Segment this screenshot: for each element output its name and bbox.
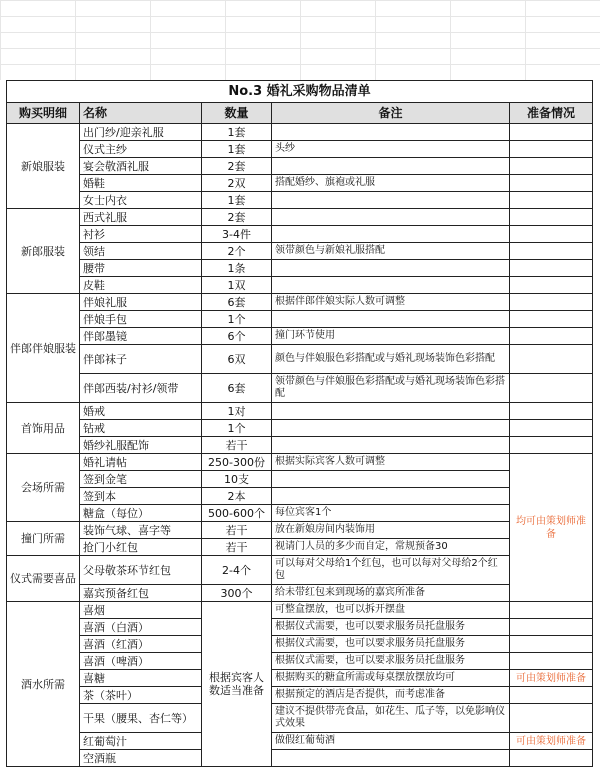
item-qty: 2双 (202, 175, 272, 192)
table-row (7, 374, 593, 403)
item-name: 嘉宾预备红包 (80, 585, 202, 602)
item-qty: 2本 (202, 488, 272, 505)
wedding-purchase-table (6, 80, 593, 767)
item-qty: 10支 (202, 471, 272, 488)
item-note: 根据实际宾客人数可调整 (272, 454, 510, 471)
category-bride: 新娘服装 (7, 124, 80, 209)
table-row (7, 539, 593, 556)
item-name: 婚鞋 (80, 175, 202, 192)
table-row (7, 602, 593, 619)
item-note (272, 403, 510, 420)
status-planner-sweets: 可由策划师准备 (510, 670, 593, 687)
item-qty: 若干 (202, 437, 272, 454)
item-qty: 若干 (202, 522, 272, 539)
item-qty: 1对 (202, 403, 272, 420)
item-name: 宴会敬酒礼服 (80, 158, 202, 175)
item-status (510, 328, 593, 345)
item-note: 可以每对父母给1个红包，也可以每对父母给2个红包 (272, 556, 510, 585)
item-note (272, 420, 510, 437)
item-note: 领带颜色与伴娘服色彩搭配或与婚礼现场装饰色彩搭配 (272, 374, 510, 403)
category-drinks: 酒水所需 (7, 602, 80, 767)
status-planner-prepare: 均可由策划师准备 (510, 454, 593, 602)
item-status (510, 294, 593, 311)
item-note (272, 311, 510, 328)
item-qty: 若干 (202, 539, 272, 556)
item-name: 签到金笔 (80, 471, 202, 488)
item-name: 领结 (80, 243, 202, 260)
item-name: 腰带 (80, 260, 202, 277)
table-row (7, 294, 593, 311)
item-note (272, 277, 510, 294)
item-name: 伴娘手包 (80, 311, 202, 328)
item-status (510, 124, 593, 141)
table-row (7, 619, 593, 636)
item-qty: 2-4个 (202, 556, 272, 585)
item-status (510, 403, 593, 420)
item-note (272, 437, 510, 454)
table-row (7, 522, 593, 539)
item-qty: 500-600个 (202, 505, 272, 522)
table-title: No.3 婚礼采购物品清单 (7, 81, 593, 103)
item-name: 抢门小红包 (80, 539, 202, 556)
item-status (510, 158, 593, 175)
category-ceremony: 仪式需要喜品 (7, 556, 80, 602)
item-status (510, 619, 593, 636)
category-jewelry: 首饰用品 (7, 403, 80, 454)
item-status (510, 260, 593, 277)
item-note (272, 750, 510, 767)
item-qty: 6套 (202, 294, 272, 311)
table-row (7, 420, 593, 437)
table-row (7, 437, 593, 454)
item-status (510, 226, 593, 243)
item-name: 糖盒（每位） (80, 505, 202, 522)
table-row (7, 192, 593, 209)
item-name: 喜酒（白酒） (80, 619, 202, 636)
item-note: 放在新娘房间内装饰用 (272, 522, 510, 539)
spreadsheet-grid-background (0, 0, 600, 80)
item-note: 颜色与伴娘服色彩搭配或与婚礼现场装饰色彩搭配 (272, 345, 510, 374)
item-name: 伴郎西装/衬衫/领带 (80, 374, 202, 403)
table-row (7, 141, 593, 158)
item-note: 头纱 (272, 141, 510, 158)
item-status (510, 437, 593, 454)
item-qty: 1条 (202, 260, 272, 277)
item-name: 装饰气球、喜字等 (80, 522, 202, 539)
category-groom: 新郎服装 (7, 209, 80, 294)
item-note: 搭配婚纱、旗袍或礼服 (272, 175, 510, 192)
item-status (510, 141, 593, 158)
item-name: 皮鞋 (80, 277, 202, 294)
item-name: 婚纱礼服配饰 (80, 437, 202, 454)
item-name: 伴郎墨镜 (80, 328, 202, 345)
item-status (510, 420, 593, 437)
category-door: 撞门所需 (7, 522, 80, 556)
item-name: 茶（茶叶） (80, 687, 202, 704)
item-status (510, 704, 593, 733)
header-name: 名称 (80, 103, 202, 124)
item-qty: 6个 (202, 328, 272, 345)
table-row (7, 175, 593, 192)
item-name: 伴娘礼服 (80, 294, 202, 311)
item-qty: 2套 (202, 209, 272, 226)
table-row (7, 454, 593, 471)
item-status (510, 243, 593, 260)
item-note: 领带颜色与新娘礼服搭配 (272, 243, 510, 260)
item-note (272, 209, 510, 226)
table-row (7, 345, 593, 374)
item-qty: 1个 (202, 311, 272, 328)
item-qty: 1双 (202, 277, 272, 294)
item-name: 签到本 (80, 488, 202, 505)
item-name: 钻戒 (80, 420, 202, 437)
table-row (7, 260, 593, 277)
table-row (7, 670, 593, 687)
table-row (7, 328, 593, 345)
table-row (7, 704, 593, 733)
item-note: 给未带红包来到现场的嘉宾所准备 (272, 585, 510, 602)
item-status (510, 750, 593, 767)
item-status (510, 192, 593, 209)
item-note: 根据仪式需要，也可以要求服务员托盘服务 (272, 653, 510, 670)
item-name: 婚礼请帖 (80, 454, 202, 471)
item-status (510, 653, 593, 670)
item-note: 根据伴郎伴娘实际人数可调整 (272, 294, 510, 311)
item-status (510, 636, 593, 653)
item-note: 根据仪式需要，也可以要求服务员托盘服务 (272, 619, 510, 636)
drinks-quantity: 根据宾客人数适当准备 (202, 602, 272, 767)
item-name: 喜酒（啤酒） (80, 653, 202, 670)
item-note: 可整盒摆放，也可以拆开摆盘 (272, 602, 510, 619)
table-row (7, 636, 593, 653)
table-row (7, 243, 593, 260)
table-row (7, 158, 593, 175)
table-row (7, 505, 593, 522)
category-venue: 会场所需 (7, 454, 80, 522)
item-name: 婚戒 (80, 403, 202, 420)
item-note (272, 471, 510, 488)
table-row (7, 209, 593, 226)
item-note: 建议不提供带壳食品，如花生、瓜子等，以免影响仪式效果 (272, 704, 510, 733)
item-qty: 250-300份 (202, 454, 272, 471)
item-note (272, 192, 510, 209)
table-row (7, 556, 593, 585)
item-qty: 2个 (202, 243, 272, 260)
item-status (510, 687, 593, 704)
item-note (272, 488, 510, 505)
table-row (7, 226, 593, 243)
table-row (7, 750, 593, 767)
item-qty: 6双 (202, 345, 272, 374)
item-name: 喜酒（红酒） (80, 636, 202, 653)
table-row (7, 311, 593, 328)
item-status (510, 175, 593, 192)
table-row (7, 653, 593, 670)
item-note: 撞门环节使用 (272, 328, 510, 345)
table-row (7, 471, 593, 488)
item-name: 仪式主纱 (80, 141, 202, 158)
item-status (510, 277, 593, 294)
item-qty: 3-4件 (202, 226, 272, 243)
item-note (272, 158, 510, 175)
table-row (7, 733, 593, 750)
item-status (510, 374, 593, 403)
item-note: 视请门人员的多少而自定，常规预备30 (272, 539, 510, 556)
table-row (7, 277, 593, 294)
item-qty: 1套 (202, 124, 272, 141)
item-qty: 6套 (202, 374, 272, 403)
item-name: 出门纱/迎亲礼服 (80, 124, 202, 141)
item-qty: 1个 (202, 420, 272, 437)
table-row (7, 585, 593, 602)
header-quantity: 数量 (202, 103, 272, 124)
header-status: 准备情况 (510, 103, 593, 124)
item-name: 喜糖 (80, 670, 202, 687)
item-status (510, 209, 593, 226)
item-name: 空酒瓶 (80, 750, 202, 767)
table-row (7, 403, 593, 420)
item-name: 红葡萄汁 (80, 733, 202, 750)
item-name: 伴郎袜子 (80, 345, 202, 374)
item-status (510, 602, 593, 619)
item-name: 衬衫 (80, 226, 202, 243)
table-row (7, 124, 593, 141)
item-note: 根据预定的酒店是否提供，而考虑准备 (272, 687, 510, 704)
item-name: 女士内衣 (80, 192, 202, 209)
item-name: 父母敬茶环节红包 (80, 556, 202, 585)
item-name: 干果（腰果、杏仁等） (80, 704, 202, 733)
item-status (510, 345, 593, 374)
header-category: 购买明细 (7, 103, 80, 124)
item-qty: 1套 (202, 192, 272, 209)
item-name: 西式礼服 (80, 209, 202, 226)
item-note: 做假红葡萄酒 (272, 733, 510, 750)
status-planner-juice: 可由策划师准备 (510, 733, 593, 750)
item-note (272, 260, 510, 277)
item-note (272, 124, 510, 141)
item-qty: 2套 (202, 158, 272, 175)
item-qty: 300个 (202, 585, 272, 602)
item-note: 根据仪式需要，也可以要求服务员托盘服务 (272, 636, 510, 653)
table-row (7, 687, 593, 704)
item-note: 根据购买的糖盒所需或每桌摆放摆放均可 (272, 670, 510, 687)
item-name: 喜烟 (80, 602, 202, 619)
header-note: 备注 (272, 103, 510, 124)
item-note: 每位宾客1个 (272, 505, 510, 522)
item-note (272, 226, 510, 243)
category-attendants: 伴郎伴娘服装 (7, 294, 80, 403)
table-row (7, 488, 593, 505)
item-qty: 1套 (202, 141, 272, 158)
item-status (510, 311, 593, 328)
